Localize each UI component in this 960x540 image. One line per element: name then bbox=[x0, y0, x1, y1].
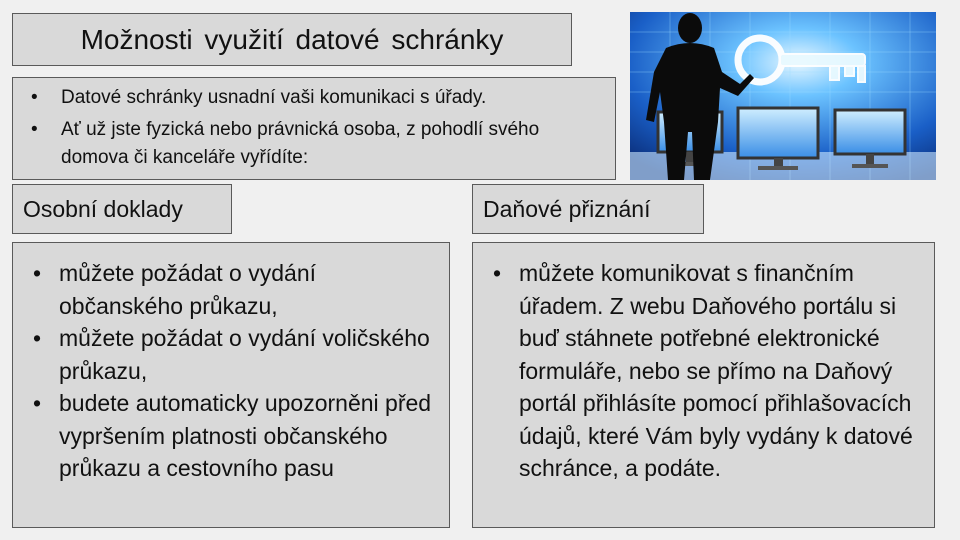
slide-title bbox=[12, 13, 572, 66]
man-with-key-icon bbox=[630, 12, 936, 180]
slide-title-text: Možnosti využití datové schránky bbox=[80, 23, 504, 55]
intro-bullet: • Datové schránky usnadní vaši komunikaci s úřady. bbox=[23, 84, 605, 112]
intro-bullet: • Ať už jste fyzická nebo právnická osoba, z pohodlí svého domova či kanceláře vyřídíte: bbox=[23, 116, 605, 172]
intro-box bbox=[12, 77, 616, 180]
heading-text: Osobní doklady bbox=[23, 195, 183, 222]
list-item: • budete automaticky upozorněni před vypršením platnosti občanského průkazu a cestovního pasu bbox=[23, 387, 439, 485]
list-item: • můžete požádat o vydání voličského průkazu, bbox=[23, 322, 439, 387]
heading-personal-documents bbox=[12, 184, 232, 234]
tax-return-list bbox=[483, 257, 924, 485]
tax-return-panel bbox=[472, 242, 935, 528]
personal-documents-list bbox=[23, 257, 439, 485]
digital-key-illustration bbox=[630, 12, 936, 180]
personal-documents-panel bbox=[12, 242, 450, 528]
list-item: • můžete komunikovat s finančním úřadem. Z webu Daňového portálu si buď stáhnete potřebné elektronické formuláře, nebo se přímo na Daňový portál přihlásíte pomocí přihlašovacích údajů, které Vám byly vydány k datové schránce, a podáte. bbox=[483, 257, 924, 485]
list-item: • můžete požádat o vydání občanského průkazu, bbox=[23, 257, 439, 322]
intro-list bbox=[23, 84, 605, 172]
heading-tax-return bbox=[472, 184, 704, 234]
heading-text: Daňové přiznání bbox=[483, 195, 651, 222]
